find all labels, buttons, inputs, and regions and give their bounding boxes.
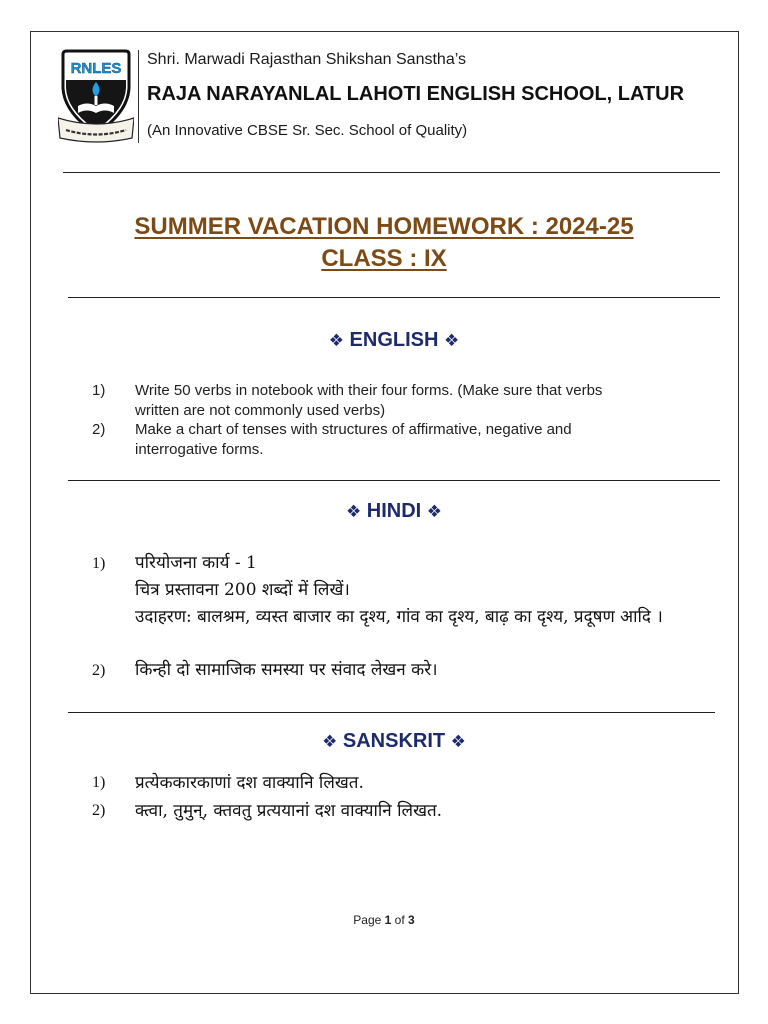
section-heading-hindi [68, 499, 720, 524]
section-rule [68, 480, 720, 481]
school-name: RAJA NARAYANLAL LAHOTI ENGLISH SCHOOL, LATUR [147, 83, 685, 105]
item-line: Write 50 verbs in notebook with their four forms. (Make sure that verbs [135, 382, 603, 399]
item-line: Make a chart of tenses with structures of affirmative, negative and [135, 421, 572, 438]
item-number: 1) [92, 774, 106, 791]
section-title: SANSKRIT [342, 730, 446, 752]
item-text [135, 381, 602, 420]
item-line: written are not commonly used verbs) [135, 401, 386, 419]
item-text [135, 657, 438, 684]
item-number: 1) [92, 382, 106, 399]
item-number: 2) [92, 802, 106, 819]
diamond-ornament-icon: ❖ [426, 502, 443, 522]
diamond-ornament-icon: ❖ [328, 331, 344, 351]
section-heading-english [68, 328, 720, 353]
item-text [135, 550, 663, 631]
item-number: 1) [92, 555, 106, 572]
item-line: परियोजना कार्य - 1 [135, 553, 257, 573]
school-tagline: (An Innovative CBSE Sr. Sec. School of Quality) [147, 122, 468, 139]
item-text [135, 797, 442, 825]
section-title: ENGLISH [349, 329, 439, 351]
item-line: उदाहरण: बालश्रम, व्यस्त बाजार का दृश्य, गांव का दृश्य, बाढ़ का दृश्य, प्रदूषण आदि । [135, 607, 663, 627]
of-label: of [394, 913, 405, 927]
diamond-ornament-icon: ❖ [450, 732, 466, 752]
page-number: 1 [384, 913, 392, 927]
page-title-text: SUMMER VACATION HOMEWORK : 2024-25 [134, 213, 634, 240]
crest-torch-icon [95, 96, 98, 105]
diamond-ornament-icon: ❖ [322, 732, 338, 752]
crest-text: RNLES [70, 60, 122, 77]
header-rule [63, 172, 720, 173]
section-rule [68, 712, 715, 713]
item-number: 2) [92, 662, 106, 679]
item-line: interrogative forms. [135, 440, 264, 458]
item-text [135, 769, 364, 797]
item-line: क्त्वा, तुमुन्, क्तवतु प्रत्ययानां दश वाक्यानि लिखत. [135, 801, 443, 821]
school-crest-logo [58, 46, 134, 144]
item-line: प्रत्येककारकाणां दश वाक्यानि लिखत. [135, 773, 364, 793]
item-line: किन्ही दो सामाजिक समस्या पर संवाद लेखन करे। [135, 660, 438, 680]
section-heading-sanskrit [68, 729, 720, 754]
class-title [0, 245, 768, 273]
page-total: 3 [408, 913, 415, 927]
page-title [0, 213, 768, 241]
item-text [135, 420, 572, 459]
page-number-footer [0, 912, 768, 928]
item-line: चित्र प्रस्तावना 200 शब्दों में लिखें। [135, 580, 350, 600]
section-title: HINDI [366, 500, 422, 522]
page-label: Page [353, 913, 382, 927]
item-number: 2) [92, 421, 106, 438]
title-rule [68, 297, 720, 298]
class-title-text: CLASS : IX [321, 245, 447, 272]
society-name: Shri. Marwadi Rajasthan Shikshan Sanstha’s [147, 51, 466, 68]
diamond-ornament-icon: ❖ [345, 502, 362, 522]
diamond-ornament-icon: ❖ [444, 331, 460, 351]
header-divider [138, 50, 139, 143]
